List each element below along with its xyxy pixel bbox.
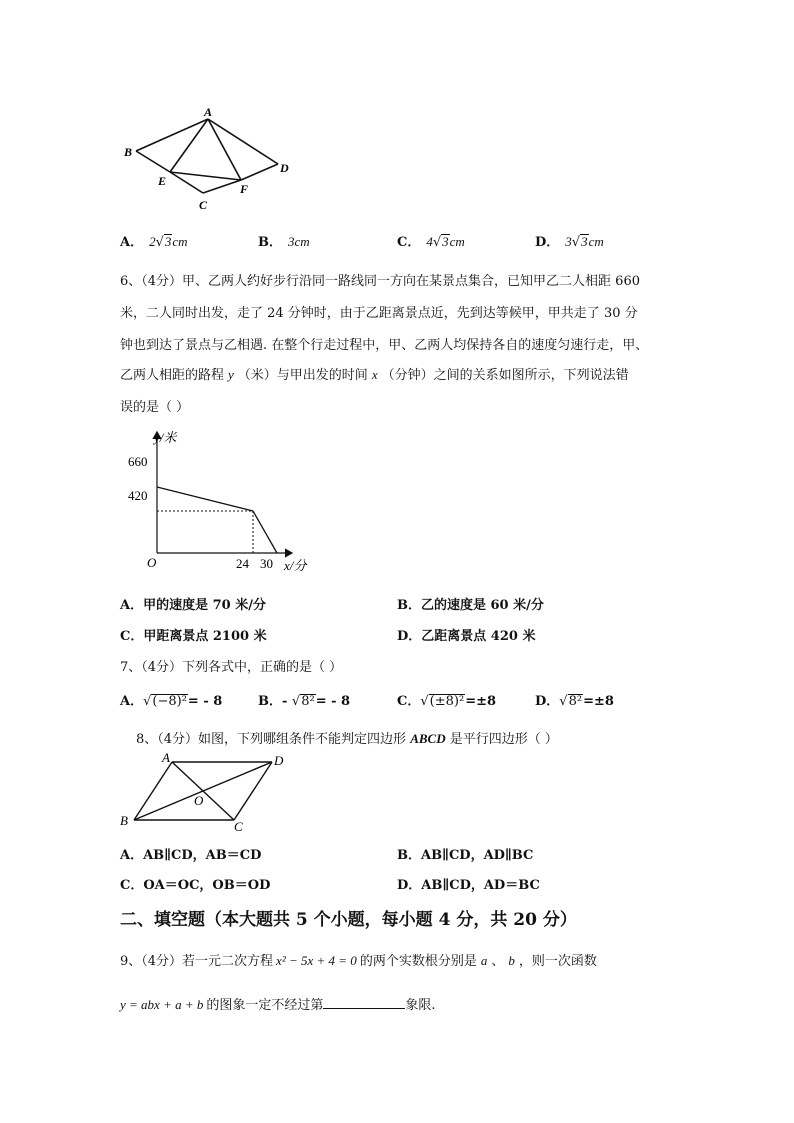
fig1-label-F: F: [240, 182, 249, 196]
distance-time-graph: [120, 426, 320, 578]
q8-option-a: A．AB∥CD，AB＝CD: [120, 848, 262, 863]
fig2-label-D: D: [274, 753, 284, 768]
q8-stem: 8、（4分）如图，下列哪组条件不能判定四边形 ABCD 是平行四边形（ ）: [136, 731, 558, 747]
q6-line-2: 米，二人同时出发，走了 24 分钟时，由于乙距离景点近，先到达等候甲，甲共走了 30 分: [120, 306, 638, 321]
q6-option-d: D．乙距离景点 420 米: [397, 629, 536, 644]
q8-option-c: C．OA＝OC，OB＝OD: [120, 878, 271, 893]
q6-option-c: C．甲距离景点 2100 米: [120, 629, 267, 644]
q7-option-c: C．√(±8)²=±8: [397, 694, 497, 709]
y-tick-420: 420: [128, 488, 148, 503]
q6-line-4: 乙两人相距的路程 y （米）与甲出发的时间 x （分钟）之间的关系如图所示，下列说法错: [120, 367, 629, 383]
q7-option-b: B．- √8²= - 8: [258, 694, 351, 709]
q8-option-d: D．AB∥CD，AD＝BC: [397, 878, 540, 893]
q7-stem: 7、（4分）下列各式中，正确的是（ ）: [120, 660, 343, 675]
origin-label: O: [147, 555, 157, 570]
fig1-label-C: C: [199, 198, 208, 212]
fig2-label-C: C: [234, 819, 243, 834]
fig2-label-O: O: [194, 793, 204, 808]
fig1-label-D: D: [280, 161, 289, 175]
x-tick-30: 30: [260, 556, 273, 571]
q9-line-1: 9、（4分）若一元二次方程 x² − 5x + 4 = 0 的两个实数根分别是 a 、 b ，则一次函数: [120, 953, 597, 969]
q5-option-b: B． 3cm: [258, 234, 310, 250]
q6-line-3: 钟也到达了景点与乙相遇. 在整个行走过程中，甲、乙两人均保持各自的速度匀速行走，甲、: [120, 338, 649, 353]
fig1-label-A: A: [204, 105, 213, 119]
q6-option-b: B．乙的速度是 60 米/分: [397, 598, 544, 613]
parallelogram-figure: [116, 750, 294, 836]
fig2-label-B: B: [120, 813, 128, 828]
series-segment-2: [253, 511, 277, 553]
x-axis-label: x/分: [284, 558, 307, 573]
section-2-heading: 二、填空题（本大题共 5 个小题，每小题 4 分，共 20 分）: [120, 910, 577, 930]
answer-blank[interactable]: [323, 996, 405, 1009]
x-tick-24: 24: [236, 556, 249, 571]
q6-option-a: A．甲的速度是 70 米/分: [120, 598, 266, 613]
q9-line-2: y = abx + a + b 的图象一定不经过第 象限.: [120, 997, 436, 1013]
q6-line-5: 误的是（ ）: [120, 400, 190, 415]
q5-option-a: A． 2√3cm: [120, 234, 188, 250]
fig2-label-A: A: [162, 750, 170, 765]
q7-option-a: A．√(−8)²= - 8: [120, 694, 223, 709]
fig1-label-E: E: [158, 174, 167, 188]
geometry-figure-1: [118, 103, 298, 215]
series-segment-1: [157, 487, 253, 511]
y-axis-label: y/米: [154, 430, 177, 445]
q6-line-1: 6、（4分）甲、乙两人约好步行沿同一路线同一方向在某景点集合，已知甲乙二人相距 660: [120, 274, 640, 289]
q5-option-c: C． 4√3cm: [397, 234, 465, 250]
q7-option-d: D．√8²=±8: [535, 694, 614, 709]
q5-option-d: D． 3√3cm: [535, 234, 604, 250]
q8-option-b: B．AB∥CD，AD∥BC: [397, 848, 534, 863]
fig1-label-B: B: [124, 145, 133, 159]
y-tick-660: 660: [128, 454, 148, 469]
